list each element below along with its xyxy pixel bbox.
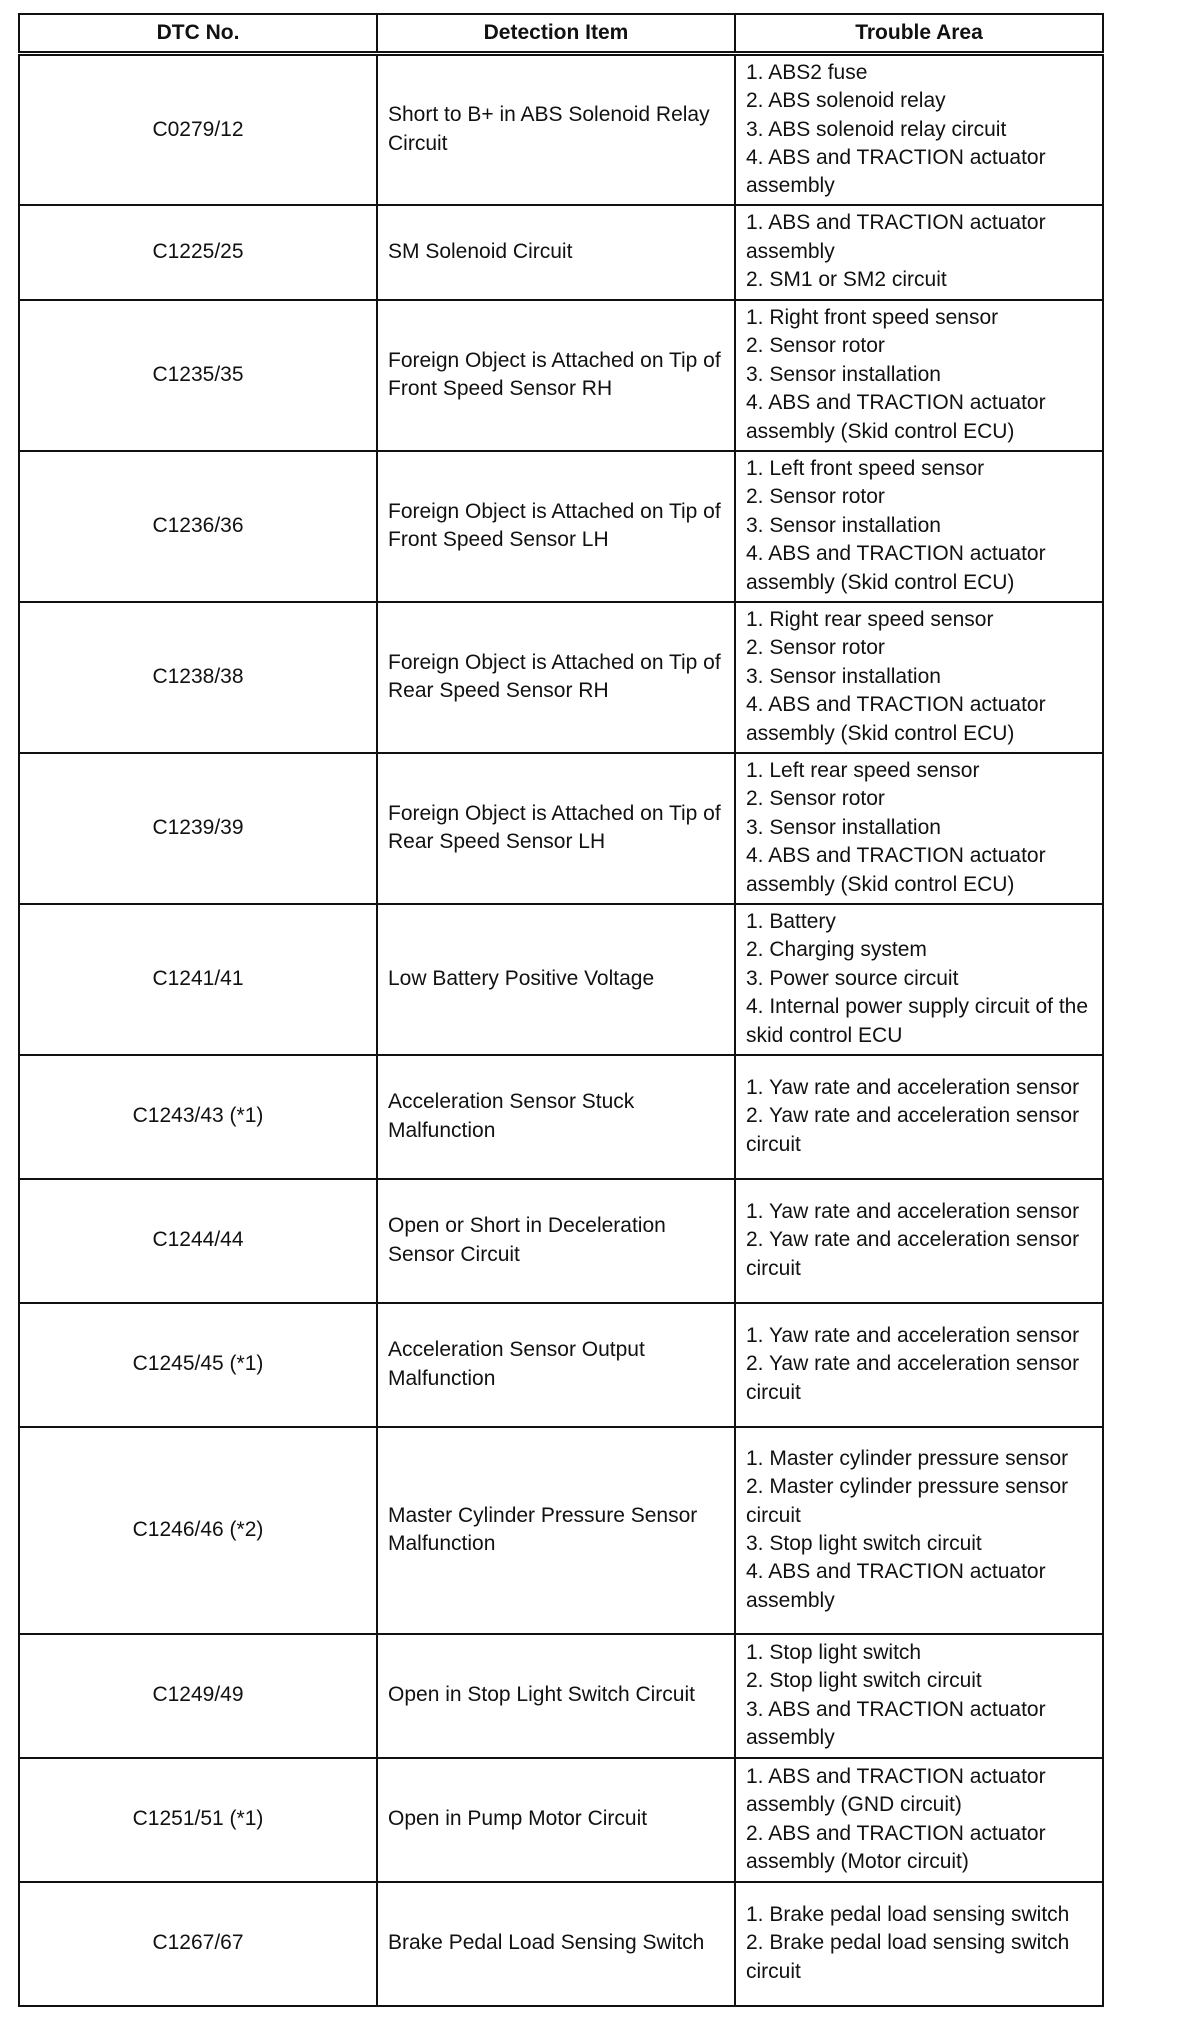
trouble-area-cell	[735, 300, 1103, 451]
dtc-number-cell: C1251/51 (*1)	[19, 1758, 377, 1882]
dtc-number-cell: C0279/12	[19, 54, 377, 205]
dtc-number-cell: C1238/38	[19, 602, 377, 753]
trouble-area-line: 2. Sensor rotor	[746, 485, 885, 509]
trouble-area-line: 4. ABS and TRACTION actuator assembly (Skid control ECU)	[746, 844, 1046, 896]
dtc-number-cell: C1243/43 (*1)	[19, 1055, 377, 1179]
dtc-number-cell: C1235/35	[19, 300, 377, 451]
header-row	[19, 14, 1103, 54]
table-row	[19, 205, 1103, 300]
detection-item-cell: Foreign Object is Attached on Tip of Front Speed Sensor LH	[377, 451, 735, 602]
trouble-area-line: 4. ABS and TRACTION actuator assembly (Skid control ECU)	[746, 391, 1046, 443]
table-row	[19, 1303, 1103, 1427]
trouble-area-line: 4. ABS and TRACTION actuator assembly (Skid control ECU)	[746, 693, 1046, 745]
trouble-area-line: 1. Left front speed sensor	[746, 456, 985, 480]
trouble-area-line: 2. ABS and TRACTION actuator assembly (Motor circuit)	[746, 1821, 1046, 1873]
table-body	[19, 54, 1103, 2006]
dtc-number-cell: C1249/49	[19, 1634, 377, 1758]
trouble-area-cell	[735, 1758, 1103, 1882]
trouble-area-line: 3. Power source circuit	[746, 966, 959, 990]
table-row	[19, 904, 1103, 1055]
detection-item-cell: Acceleration Sensor Output Malfunction	[377, 1303, 735, 1427]
trouble-area-line: 2. Stop light switch circuit	[746, 1669, 982, 1693]
detection-item-cell: Foreign Object is Attached on Tip of Rear Speed Sensor RH	[377, 602, 735, 753]
trouble-area-cell	[735, 1055, 1103, 1179]
trouble-area-line: 2. Yaw rate and acceleration sensor circuit	[746, 1352, 1080, 1404]
trouble-area-cell	[735, 205, 1103, 300]
trouble-area-cell	[735, 1179, 1103, 1303]
header-detection-item: Detection Item	[377, 14, 735, 54]
table-row	[19, 602, 1103, 753]
table-row	[19, 753, 1103, 904]
trouble-area-line: 1. ABS and TRACTION actuator assembly	[746, 211, 1046, 263]
trouble-area-cell	[735, 602, 1103, 753]
trouble-area-line: 2. Sensor rotor	[746, 787, 885, 811]
trouble-area-line: 3. Sensor installation	[746, 815, 941, 839]
dtc-number-cell: C1244/44	[19, 1179, 377, 1303]
detection-item-cell: Open or Short in Deceleration Sensor Circuit	[377, 1179, 735, 1303]
trouble-area-cell	[735, 904, 1103, 1055]
trouble-area-line: 1. Right rear speed sensor	[746, 607, 994, 631]
trouble-area-line: 4. Internal power supply circuit of the skid control ECU	[746, 995, 1089, 1047]
detection-item-cell: Open in Stop Light Switch Circuit	[377, 1634, 735, 1758]
trouble-area-line: 4. ABS and TRACTION actuator assembly (Skid control ECU)	[746, 542, 1046, 594]
trouble-area-line: 1. Master cylinder pressure sensor	[746, 1446, 1069, 1470]
table-row	[19, 451, 1103, 602]
table-row	[19, 1634, 1103, 1758]
trouble-area-line: 2. Sensor rotor	[746, 636, 885, 660]
trouble-area-line: 2. SM1 or SM2 circuit	[746, 268, 947, 292]
trouble-area-line: 1. Yaw rate and acceleration sensor	[746, 1323, 1080, 1347]
detection-item-cell: SM Solenoid Circuit	[377, 205, 735, 300]
dtc-number-cell: C1246/46 (*2)	[19, 1427, 377, 1634]
table-row	[19, 54, 1103, 205]
trouble-area-line: 4. ABS and TRACTION actuator assembly	[746, 145, 1046, 198]
table-row	[19, 300, 1103, 451]
trouble-area-line: 1. Yaw rate and acceleration sensor	[746, 1075, 1080, 1099]
dtc-number-cell: C1239/39	[19, 753, 377, 904]
trouble-area-line: 1. Right front speed sensor	[746, 305, 999, 329]
trouble-area-cell	[735, 1882, 1103, 2006]
trouble-area-line: 2. Yaw rate and acceleration sensor circuit	[746, 1228, 1080, 1280]
trouble-area-line: 2. Brake pedal load sensing switch circuit	[746, 1931, 1070, 1983]
dtc-number-cell: C1225/25	[19, 205, 377, 300]
trouble-area-line: 2. ABS solenoid relay	[746, 89, 946, 113]
trouble-area-line: 1. Brake pedal load sensing switch	[746, 1902, 1070, 1926]
trouble-area-line: 1. ABS and TRACTION actuator assembly (GND circuit)	[746, 1764, 1046, 1817]
detection-item-cell: Brake Pedal Load Sensing Switch	[377, 1882, 735, 2006]
trouble-area-line: 1. Battery	[746, 909, 836, 933]
trouble-area-line: 2. Master cylinder pressure sensor circuit	[746, 1475, 1069, 1527]
trouble-area-cell	[735, 1634, 1103, 1758]
detection-item-cell: Master Cylinder Pressure Sensor Malfunction	[377, 1427, 735, 1634]
detection-item-cell: Open in Pump Motor Circuit	[377, 1758, 735, 1882]
trouble-area-line: 1. Left rear speed sensor	[746, 758, 980, 782]
trouble-area-line: 2. Sensor rotor	[746, 334, 885, 358]
trouble-area-line: 1. Stop light switch	[746, 1640, 922, 1664]
trouble-area-line: 2. Yaw rate and acceleration sensor circuit	[746, 1104, 1080, 1156]
trouble-area-cell	[735, 54, 1103, 205]
detection-item-cell: Acceleration Sensor Stuck Malfunction	[377, 1055, 735, 1179]
table-row	[19, 1427, 1103, 1634]
detection-item-cell: Foreign Object is Attached on Tip of Front Speed Sensor RH	[377, 300, 735, 451]
header-dtc-no: DTC No.	[19, 14, 377, 54]
trouble-area-line: 3. ABS solenoid relay circuit	[746, 117, 1007, 141]
table-row	[19, 1179, 1103, 1303]
trouble-area-line: 3. ABS and TRACTION actuator assembly	[746, 1697, 1046, 1749]
dtc-number-cell: C1267/67	[19, 1882, 377, 2006]
detection-item-cell: Short to B+ in ABS Solenoid Relay Circuit	[377, 54, 735, 205]
detection-item-cell: Low Battery Positive Voltage	[377, 904, 735, 1055]
trouble-area-line: 2. Charging system	[746, 938, 927, 962]
table-row	[19, 1882, 1103, 2006]
trouble-area-cell	[735, 1303, 1103, 1427]
trouble-area-line: 3. Sensor installation	[746, 664, 941, 688]
dtc-table	[18, 13, 1104, 2007]
trouble-area-line: 1. ABS2 fuse	[746, 60, 868, 84]
trouble-area-line: 4. ABS and TRACTION actuator assembly	[746, 1560, 1046, 1612]
trouble-area-cell	[735, 1427, 1103, 1634]
dtc-number-cell: C1245/45 (*1)	[19, 1303, 377, 1427]
trouble-area-cell	[735, 451, 1103, 602]
table-row	[19, 1758, 1103, 1882]
trouble-area-line: 3. Sensor installation	[746, 362, 941, 386]
trouble-area-line: 3. Sensor installation	[746, 513, 941, 537]
trouble-area-cell	[735, 753, 1103, 904]
dtc-number-cell: C1241/41	[19, 904, 377, 1055]
dtc-number-cell: C1236/36	[19, 451, 377, 602]
table-row	[19, 1055, 1103, 1179]
trouble-area-line: 3. Stop light switch circuit	[746, 1532, 982, 1555]
header-trouble-area: Trouble Area	[735, 14, 1103, 54]
trouble-area-line: 1. Yaw rate and acceleration sensor	[746, 1199, 1080, 1223]
detection-item-cell: Foreign Object is Attached on Tip of Rear Speed Sensor LH	[377, 753, 735, 904]
